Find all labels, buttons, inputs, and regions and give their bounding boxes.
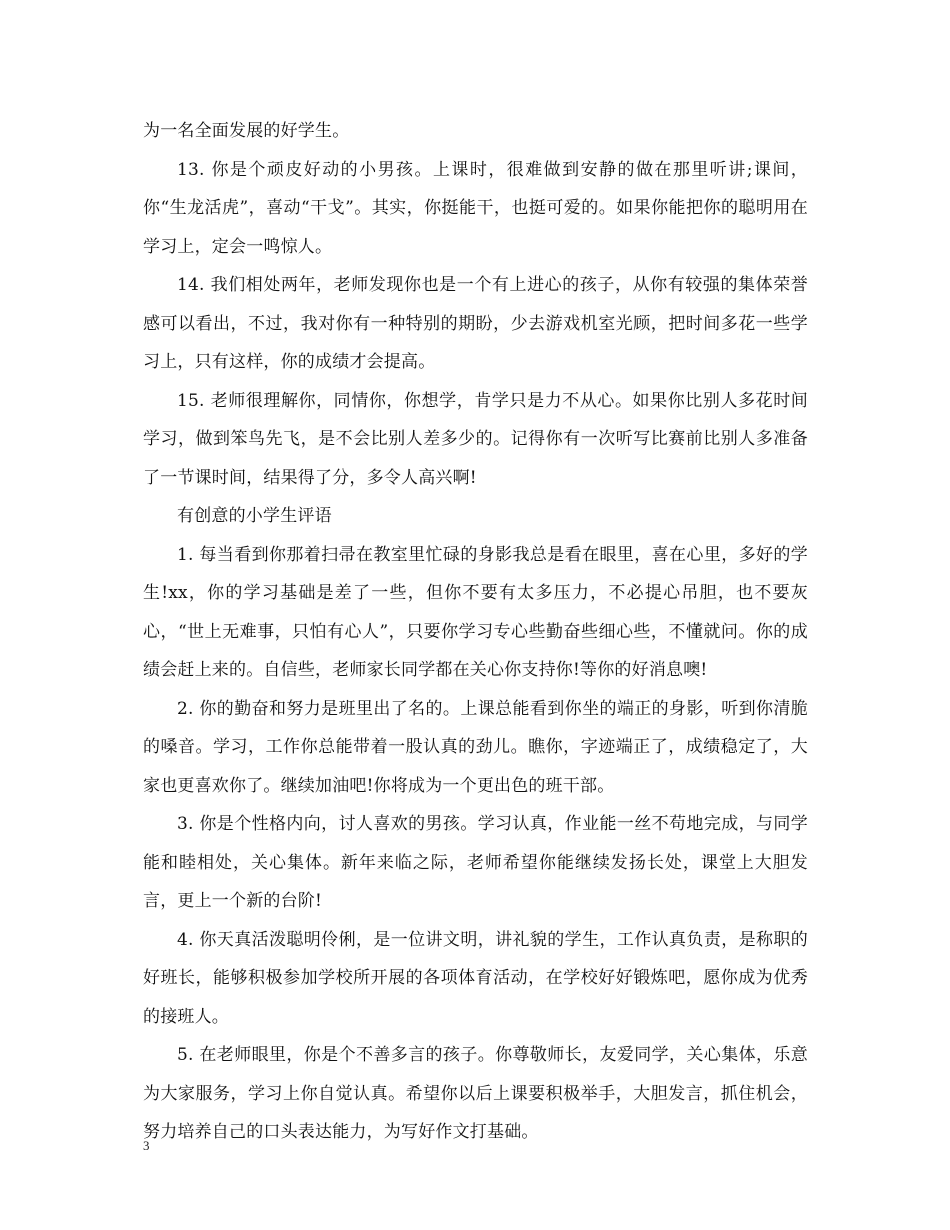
paragraph-comment-3: 3. 你是个性格内向，讨人喜欢的男孩。学习认真，作业能一丝不苟地完成，与同学能和睦相处，关心集体。新年来临之际，老师希望你能继续发扬长处，课堂上大胆发言，更上一个新的台阶! [143, 814, 808, 911]
section-heading: 有创意的小学生评语 [177, 506, 332, 526]
paragraph-continuation: 为一名全面发展的好学生。 [143, 121, 350, 141]
paragraph-comment-13: 13. 你是个顽皮好动的小男孩。上课时，很难做到安静的做在那里听讲;课间，你“生龙活虎”，喜动“干戈”。其实，你挺能干，也挺可爱的。如果你能把你的聪明用在学习上，定会一鸣惊人。 [143, 159, 808, 257]
document-body [143, 112, 808, 1152]
paragraph-comment-15: 15. 老师很理解你，同情你，你想学，肯学只是力不从心。如果你比别人多花时间学习，做到笨鸟先飞，是不会比别人差多少的。记得你有一次听写比赛前比别人多准备了一节课时间，结果得了分，多令人高兴啊! [143, 390, 808, 488]
paragraph-comment-2: 2. 你的勤奋和努力是班里出了名的。上课总能看到你坐的端正的身影，听到你清脆的嗓音。学习，工作你总能带着一股认真的劲儿。瞧你，字迹端正了，成绩稳定了，大家也更喜欢你了。继续加油吧!你将成为一个更出色的班干部。 [143, 698, 808, 796]
paragraph-comment-14: 14. 我们相处两年，老师发现你也是一个有上进心的孩子，从你有较强的集体荣誉感可以看出，不过，我对你有一种特别的期盼，少去游戏机室光顾，把时间多花一些学习上，只有这样，你的成绩才会提高。 [143, 275, 808, 372]
paragraph-comment-5: 5. 在老师眼里，你是个不善多言的孩子。你尊敬师长，友爱同学，关心集体，乐意为大家服务，学习上你自觉认真。希望你以后上课要积极举手，大胆发言，抓住机会，努力培养自己的口头表达能力，为写好作文打基础。 [143, 1045, 808, 1142]
paragraph-comment-4: 4. 你天真活泼聪明伶俐，是一位讲文明，讲礼貌的学生，工作认真负责，是称职的好班长，能够积极参加学校所开展的各项体育活动，在学校好好锻炼吧，愿你成为优秀的接班人。 [143, 929, 808, 1027]
paragraph-comment-1: 1. 每当看到你那着扫帚在教室里忙碌的身影我总是看在眼里，喜在心里，多好的学生!xx，你的学习基础是差了一些，但你不要有太多压力，不必提心吊胆，也不要灰心，“世上无难事，只怕有心人”，只要你学习专心些勤奋些细心些，不懂就问。你的成绩会赶上来的。自信些，老师家长同学都在关心你支持你!等你的好消息噢! [143, 544, 808, 680]
page-number: 3 [143, 1138, 150, 1153]
